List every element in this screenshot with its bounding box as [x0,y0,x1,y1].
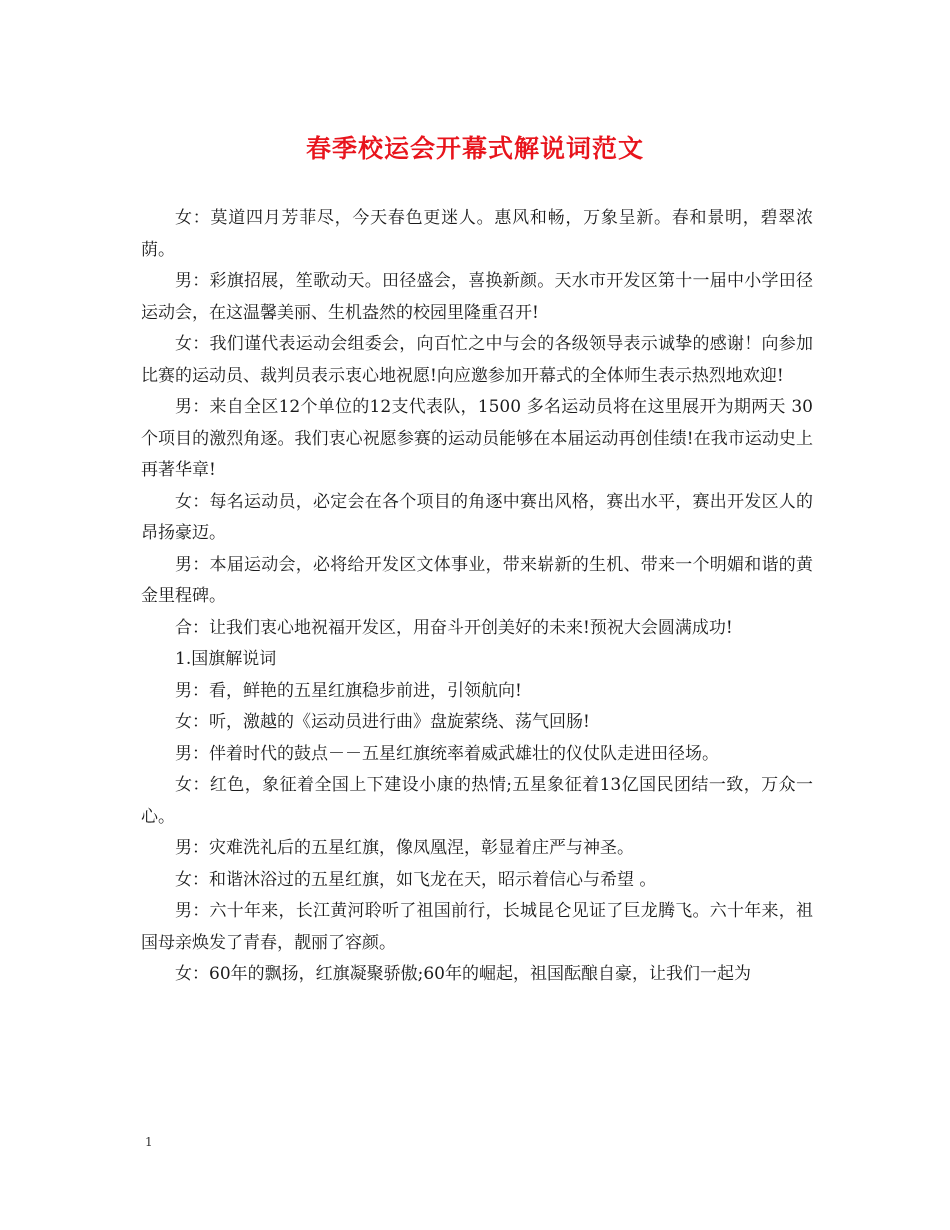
paragraph: 女：听，激越的《运动员进行曲》盘旋萦绕、荡气回肠! [175,712,590,732]
paragraph: 女：红色，象征着全国上下建设小康的热情;五星象征着13亿国民团结一致，万众一心。 [141,775,813,827]
paragraph: 男：伴着时代的鼓点－－五星红旗统率着威武雄壮的仪仗队走进田径场。 [175,743,719,764]
paragraph: 男：彩旗招展，笙歌动天。田径盛会，喜换新颜。天水市开发区第十一届中小学田径运动会，在这温馨美丽、生机盎然的校园里隆重召开! [141,271,813,323]
document-body [141,203,813,991]
section-heading: 1.国旗解说词 [175,649,277,669]
paragraph: 合：让我们衷心地祝福开发区，用奋斗开创美好的未来!预祝大会圆满成功! [175,617,733,638]
paragraph: 男：本届运动会，必将给开发区文体事业，带来崭新的生机、带来一个明媚和谐的黄金里程碑。 [141,554,813,606]
document-title: 春季校运会开幕式解说词范文 [305,134,644,163]
paragraph: 男：来自全区12个单位的12支代表队，1500 多名运动员将在这里展开为期两天 30 个项目的激烈角逐。我们衷心祝愿参赛的运动员能够在本届运动再创佳绩!在我市运动史上再著华章! [141,397,813,480]
paragraph: 女：我们谨代表运动会组委会，向百忙之中与会的各级领导表示诚挚的感谢！向参加比赛的运动员、裁判员表示衷心地祝愿!向应邀参加开幕式的全体师生表示热烈地欢迎! [141,334,813,386]
paragraph: 女：和谐沐浴过的五星红旗，如飞龙在天，昭示着信心与希望 。 [175,869,657,890]
paragraph: 男：灾难洗礼后的五星红旗，像凤凰涅，彰显着庄严与神圣。 [175,838,634,858]
paragraph: 女：60年的飘扬，红旗凝聚骄傲;60年的崛起，祖国酝酿自豪，让我们一起为 [175,964,751,984]
paragraph: 女：莫道四月芳菲尽，今天春色更迷人。惠风和畅，万象呈新。春和景明，碧翠浓荫。 [141,208,813,260]
paragraph: 男：六十年来，长江黄河聆听了祖国前行，长城昆仑见证了巨龙腾飞。六十年来，祖国母亲焕发了青春，靓丽了容颜。 [141,901,813,953]
paragraph: 女：每名运动员，必定会在各个项目的角逐中赛出风格，赛出水平，赛出开发区人的昂扬豪迈。 [141,491,813,543]
paragraph: 男：看，鲜艳的五星红旗稳步前进，引领航向! [175,680,522,701]
page-number: 1 [145,1135,153,1149]
